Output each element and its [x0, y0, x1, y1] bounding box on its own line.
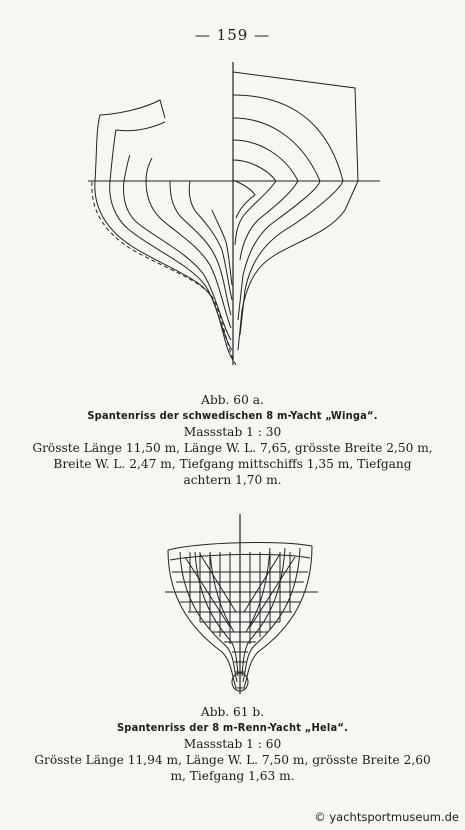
- figure-61b-scale: Massstab 1 : 60: [183, 737, 282, 751]
- figure-60a-description: Grösste Länge 11,50 m, Länge W. L. 7,65, grösste Breite 2,50 m, Breite W. L. 2,47 m, Tiefgang mittschiffs 1,35 m, Tiefgang achtern 1,70 m.: [32, 441, 433, 487]
- body-plan-drawing-hela: [0, 512, 465, 702]
- figure-61b-description: Grösste Länge 11,94 m, Länge W. L. 7,50 m, grösste Breite 2,60 m, Tiefgang 1,63 m.: [34, 753, 431, 783]
- body-plan-drawing-winga: [0, 60, 465, 380]
- figure-60a-label: Abb. 60 a.: [201, 393, 264, 407]
- figure-61b-caption: [0, 704, 465, 784]
- figure-60a-title: Spantenriss der schwedischen 8 m-Yacht „Winga“.: [87, 409, 378, 422]
- figure-61b-title: Spantenriss der 8 m-Renn-Yacht „Hela“.: [116, 721, 349, 734]
- figure-61b-body-plan: [0, 512, 465, 702]
- figure-61b-label: Abb. 61 b.: [200, 705, 265, 719]
- figure-60a-body-plan: [0, 60, 465, 380]
- page-number: — 159 —: [194, 26, 271, 44]
- figure-60a-caption: [0, 392, 465, 488]
- watermark: © yachtsportmuseum.de: [314, 810, 459, 824]
- figure-60a-scale: Massstab 1 : 30: [183, 425, 282, 439]
